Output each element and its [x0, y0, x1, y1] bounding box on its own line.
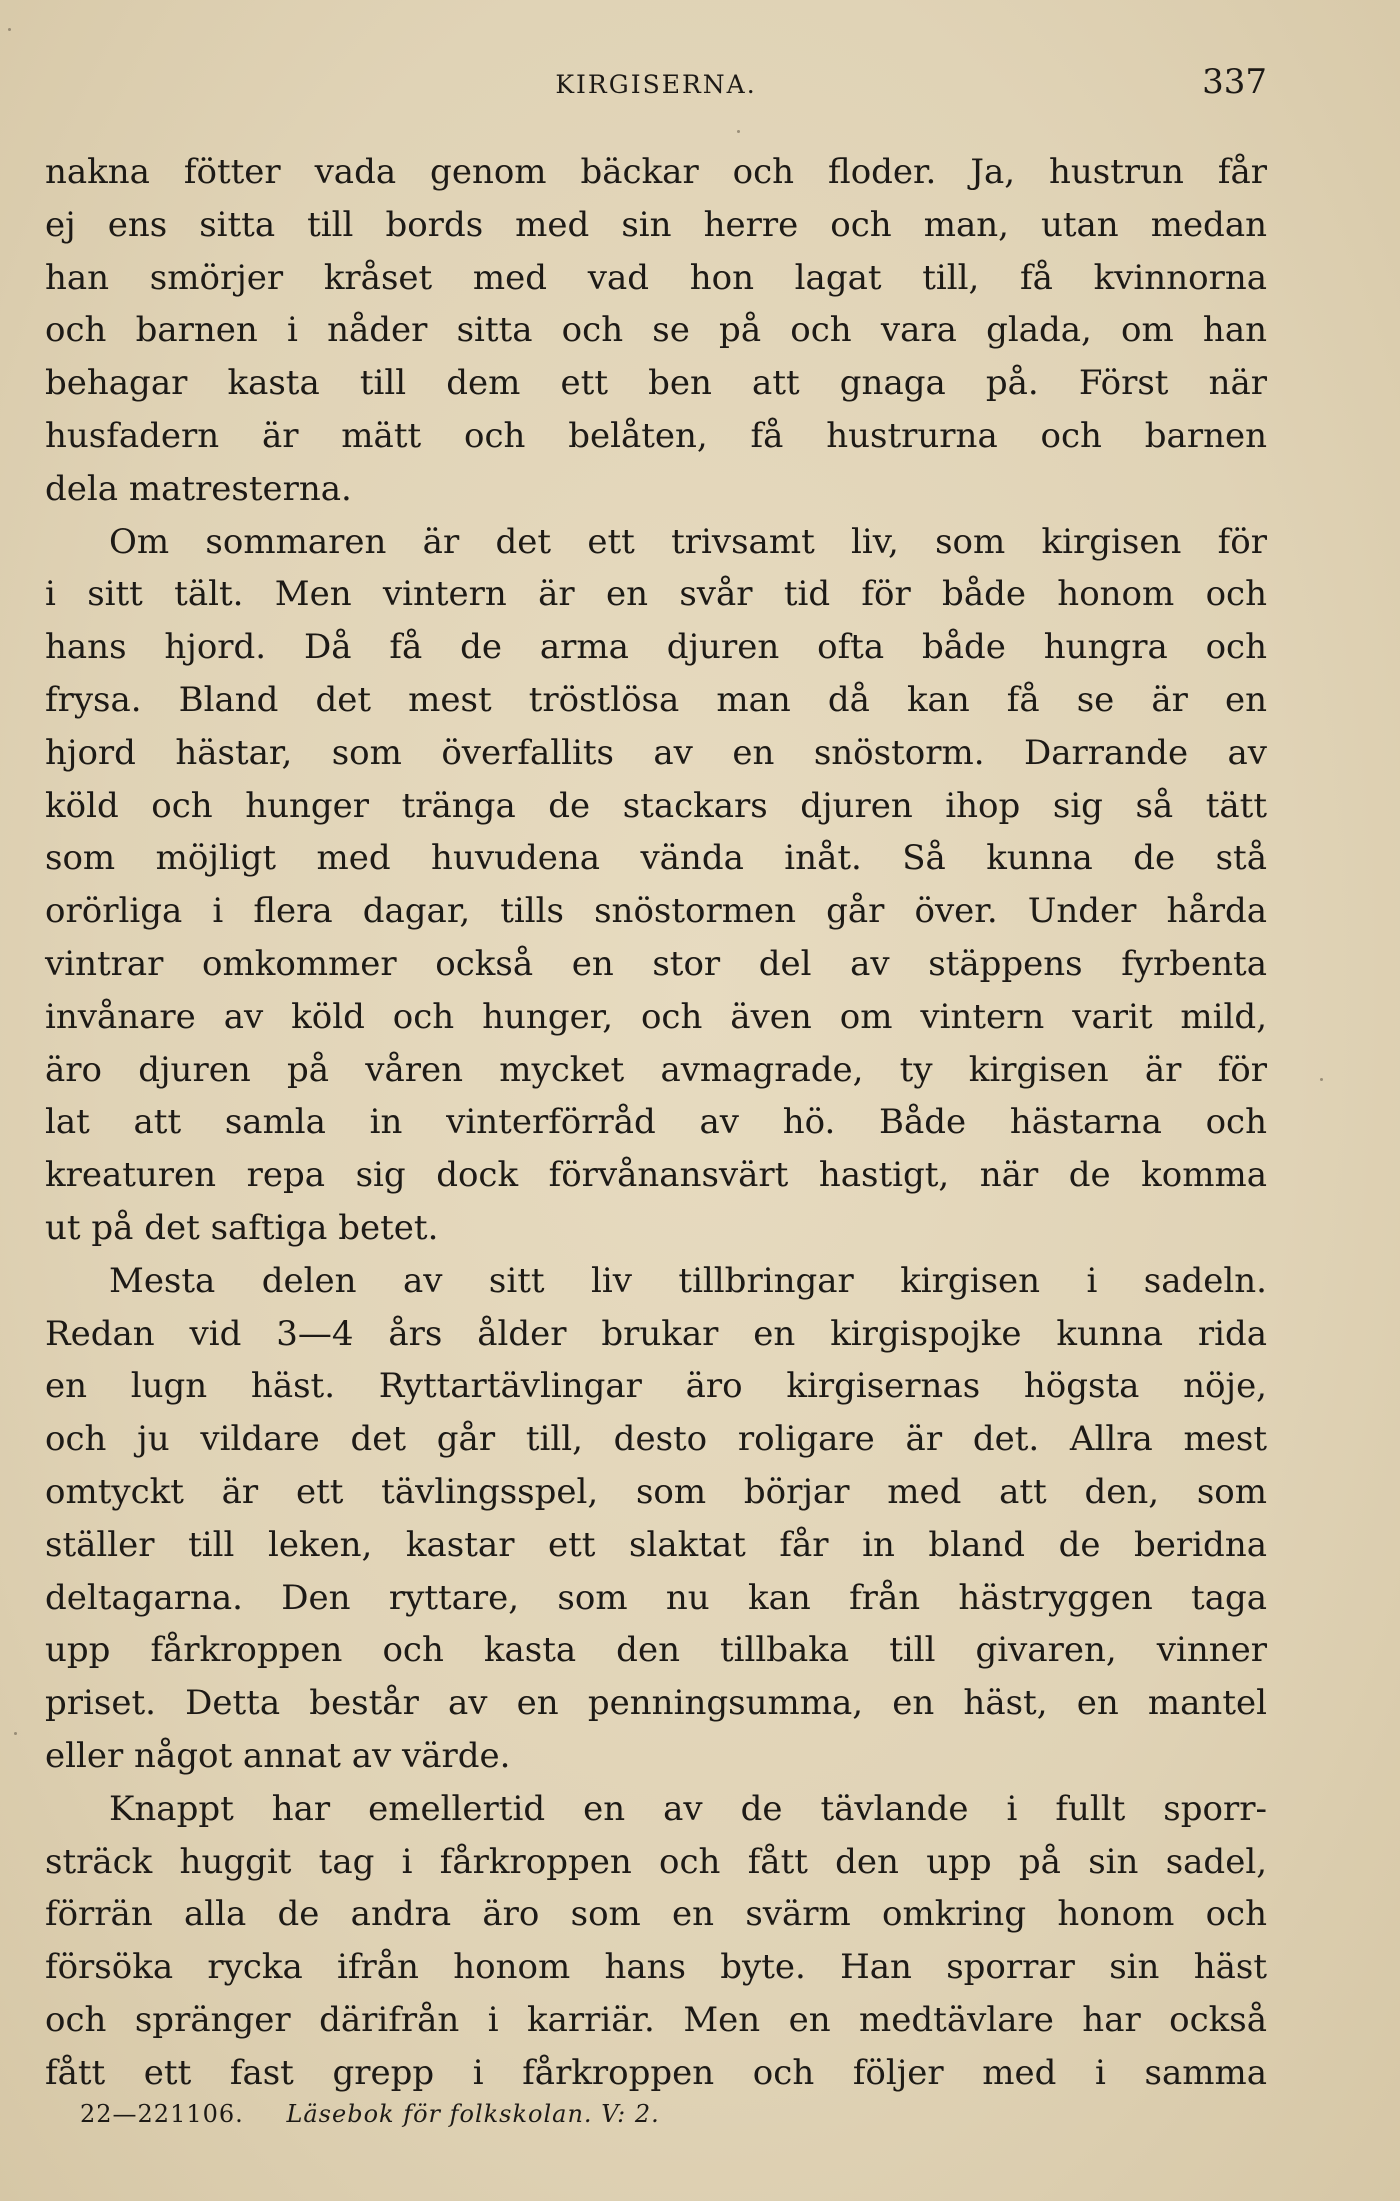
text-line: och spränger därifrån i karriär. Men en medtävlare har också: [45, 1999, 1267, 2040]
text-line: husfadern är mätt och belåten, få hustrurna och barnen: [45, 415, 1267, 456]
book-title: Läsebok för folkskolan.: [286, 2100, 593, 2128]
text-line: och ju vildare det går till, desto roligare är det. Allra mest: [45, 1419, 1267, 1460]
text-line: lat att samla in vinterförråd av hö. Både hästarna och: [45, 1102, 1267, 1143]
text-line: köld och hunger tränga de stackars djuren ihop sig så tätt: [45, 785, 1267, 826]
body-text: [45, 146, 1267, 2099]
text-line: och barnen i nåder sitta och se på och vara glada, om han: [45, 310, 1267, 351]
page-number: 337: [1202, 62, 1267, 102]
text-line: kreaturen repa sig dock förvånansvärt hastigt, när de komma: [45, 1155, 1267, 1196]
text-line: omtyckt är ett tävlingsspel, som börjar med att den, som: [45, 1471, 1267, 1512]
printer-signature: 22—221106.: [80, 2100, 244, 2128]
text-line: sträck huggit tag i fårkroppen och fått den upp på sin sadel,: [45, 1841, 1267, 1882]
text-line: frysa. Bland det mest tröstlösa man då kan få se är en: [45, 679, 1267, 720]
text-line: äro djuren på våren mycket avmagrade, ty kirgisen är för: [45, 1049, 1267, 1090]
text-line: deltagarna. Den ryttare, som nu kan från hästryggen taga: [45, 1577, 1267, 1618]
text-line: Knappt har emellertid en av de tävlande i fullt sporr-: [109, 1788, 1267, 1829]
paper-speck: [8, 28, 11, 31]
text-line: Redan vid 3—4 års ålder brukar en kirgispojke kunna rida: [45, 1313, 1267, 1354]
text-line: försöka rycka ifrån honom hans byte. Han sporrar sin häst: [45, 1947, 1267, 1988]
text-line: behagar kasta till dem ett ben att gnaga på. Först när: [45, 363, 1267, 404]
running-title: KIRGISERNA.: [555, 70, 757, 99]
text-line: Om sommaren är det ett trivsamt liv, som kirgisen för: [109, 521, 1267, 562]
text-line: Mesta delen av sitt liv tillbringar kirgisen i sadeln.: [109, 1260, 1267, 1301]
text-line: en lugn häst. Ryttartävlingar äro kirgisernas högsta nöje,: [45, 1366, 1267, 1407]
text-line: fått ett fast grepp i fårkroppen och följer med i samma: [45, 2052, 1267, 2093]
text-line: vintrar omkommer också en stor del av stäppens fyrbenta: [45, 943, 1267, 984]
text-line: eller något annat av värde.: [45, 1735, 511, 1776]
text-line: ställer till leken, kastar ett slaktat får in bland de beridna: [45, 1524, 1267, 1565]
text-line: orörliga i flera dagar, tills snöstormen går över. Under hårda: [45, 891, 1267, 932]
text-line: nakna fötter vada genom bäckar och floder. Ja, hustrun får: [45, 152, 1267, 192]
footer-signature-line: [80, 2100, 660, 2128]
text-line: dela matresterna.: [45, 468, 352, 509]
text-line: förrän alla de andra äro som en svärm omkring honom och: [45, 1894, 1267, 1935]
text-line: i sitt tält. Men vintern är en svår tid för både honom och: [45, 574, 1267, 615]
text-line: han smörjer kråset med vad hon lagat till, få kvinnorna: [45, 257, 1267, 298]
text-line: som möjligt med huvudena vända inåt. Så kunna de stå: [45, 838, 1267, 879]
volume-label: V: 2.: [601, 2100, 660, 2128]
paper-speck: [1320, 1078, 1323, 1081]
text-line: priset. Detta består av en penningsumma, en häst, en mantel: [45, 1683, 1267, 1724]
text-line: ut på det saftiga betet.: [45, 1207, 439, 1248]
running-head: [45, 62, 1267, 108]
text-line: invånare av köld och hunger, och även om vintern varit mild,: [45, 996, 1267, 1037]
text-line: hjord hästar, som överfallits av en snöstorm. Darrande av: [45, 732, 1267, 773]
paper-speck: [14, 1732, 17, 1735]
paper-speck: [737, 130, 740, 133]
text-line: ej ens sitta till bords med sin herre och man, utan medan: [45, 204, 1267, 245]
text-line: hans hjord. Då få de arma djuren ofta både hungra och: [45, 627, 1267, 668]
text-line: upp fårkroppen och kasta den tillbaka till givaren, vinner: [45, 1630, 1267, 1671]
